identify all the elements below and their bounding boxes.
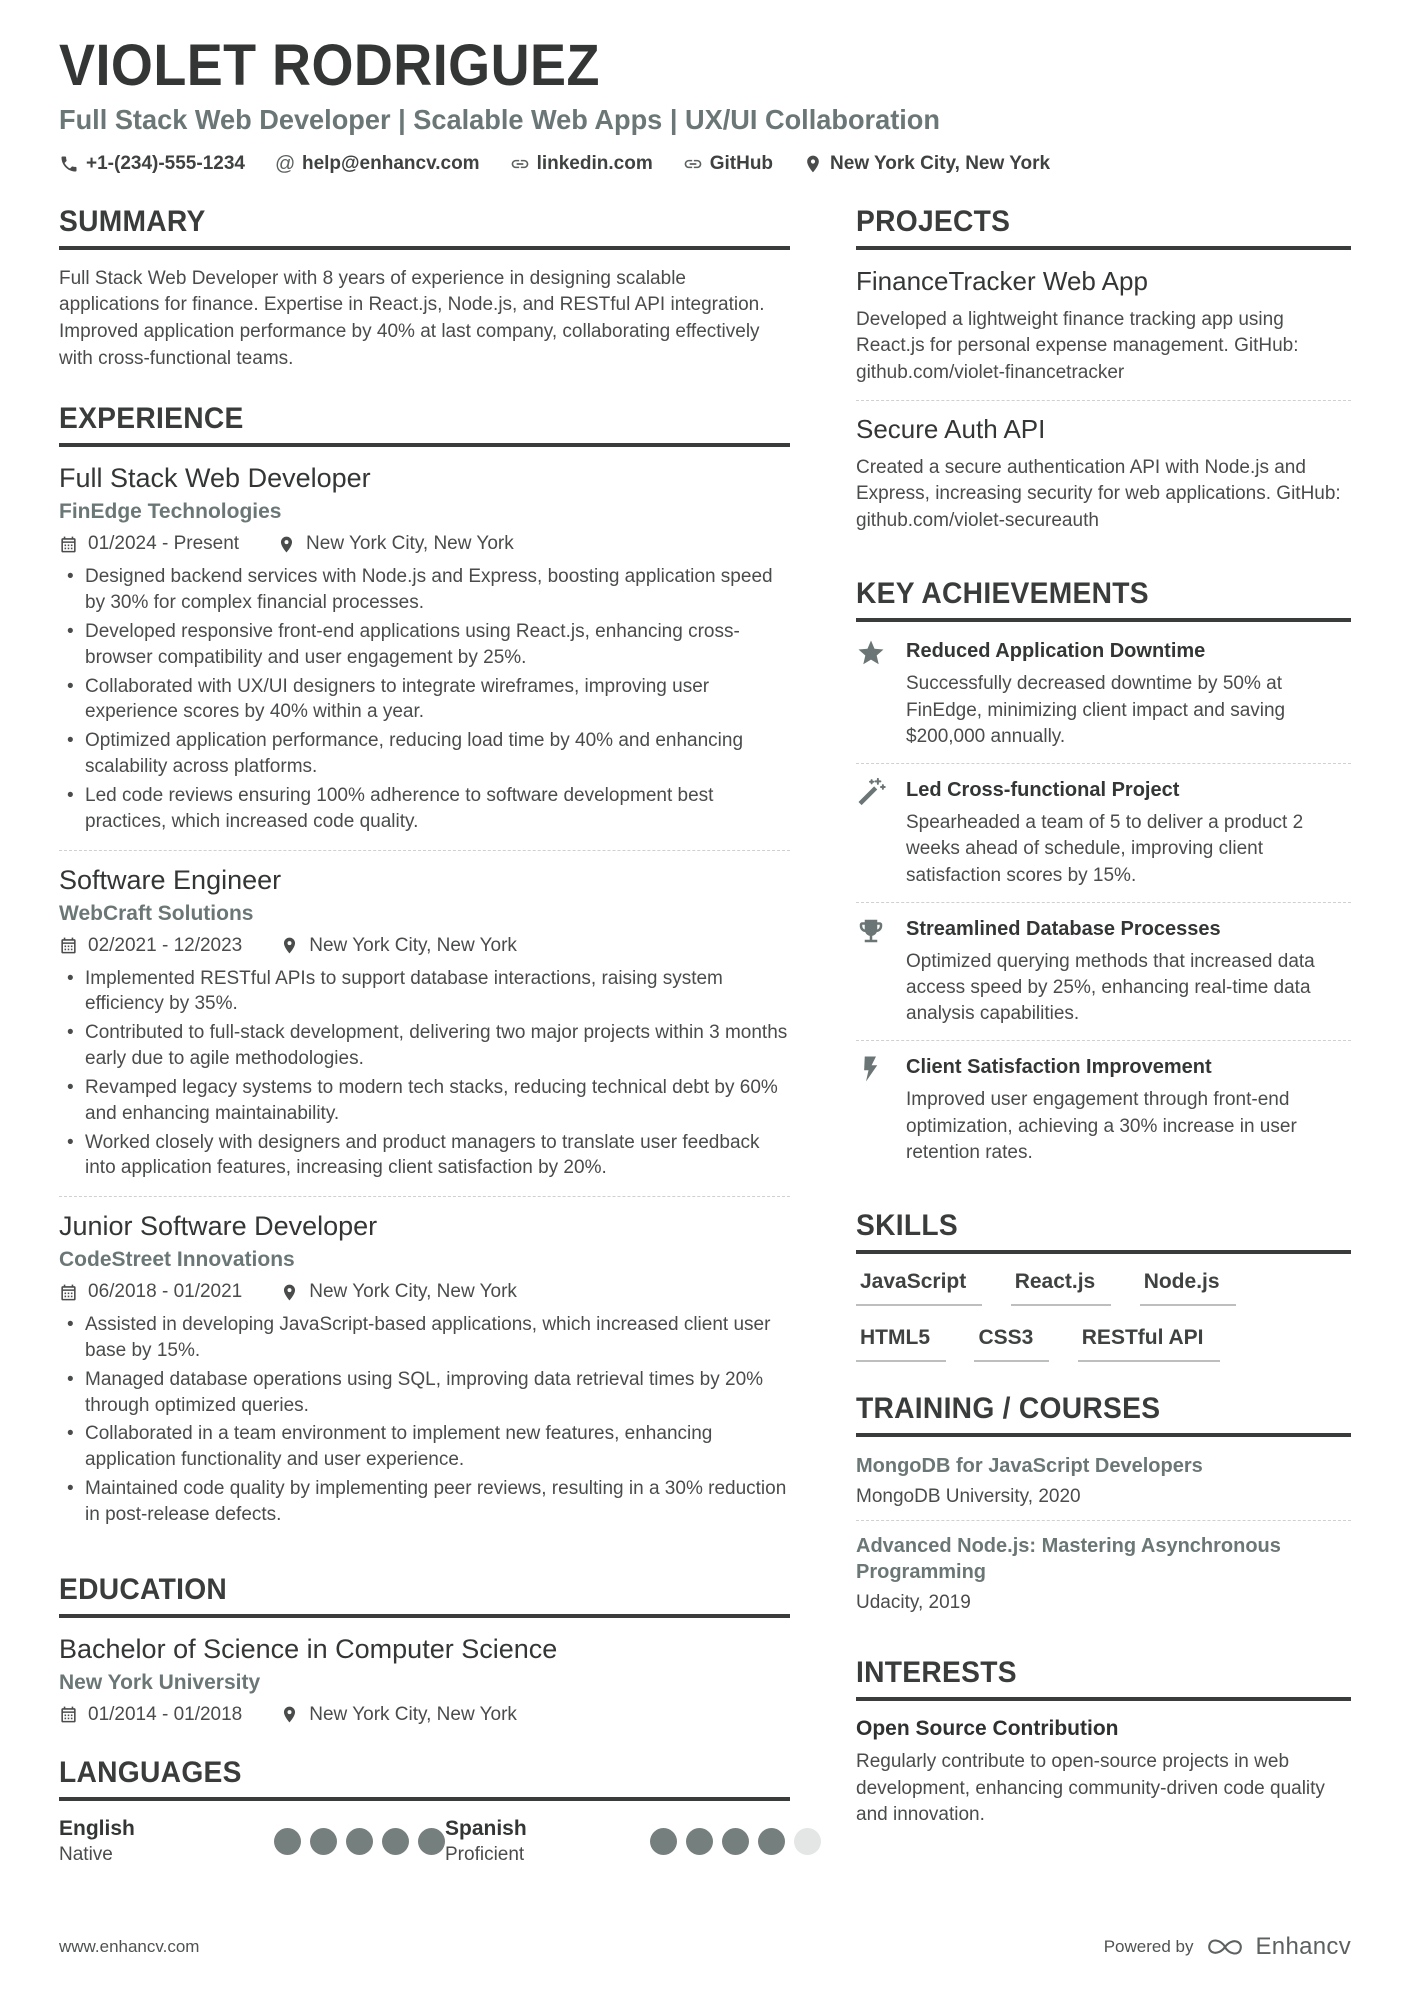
job-entry <box>59 1196 790 1543</box>
contact-phone[interactable] <box>59 153 245 175</box>
header <box>59 33 1351 175</box>
experience-section <box>59 402 790 1543</box>
contact-location <box>803 153 1050 175</box>
interest-entry <box>856 1717 1351 1829</box>
project-description: Created a secure authentication API with Node.js and Express, increasing security for web applications. GitHub: github.com/violet-secureauth <box>856 456 1341 531</box>
language-level: Proficient <box>445 1843 525 1865</box>
contact-email-text: help@enhancv.com <box>301 152 480 174</box>
job-title: Software Engineer <box>59 864 282 895</box>
job-company: CodeStreet Innovations <box>59 1248 295 1272</box>
achievement-description: Improved user engagement through front-end optimization, achieving a 30% increase in user retention rates. <box>906 1089 1297 1163</box>
course-entry <box>856 1453 1351 1520</box>
language-level: Native <box>59 1843 113 1865</box>
language-level-dot <box>310 1828 337 1855</box>
job-bullet: • Contributed to full-stack development, delivering two major projects within 3 months early due to agile methodologies. <box>59 1020 790 1072</box>
location-icon <box>277 535 296 554</box>
job-company: WebCraft Solutions <box>59 901 254 925</box>
column-gap <box>790 205 856 1896</box>
achievement-title: Led Cross-functional Project <box>906 779 1180 802</box>
phone-icon <box>59 154 79 174</box>
calendar-icon <box>59 535 78 554</box>
job-meta <box>59 533 790 555</box>
skill-tag: RESTful API <box>1078 1326 1220 1362</box>
calendar-icon <box>59 1283 78 1302</box>
contact-email[interactable] <box>275 153 480 175</box>
experience-heading: EXPERIENCE <box>59 402 790 447</box>
job-bullet: • Led code reviews ensuring 100% adherence to software development best practices, which increased code quality. <box>59 783 790 835</box>
job-title: Junior Software Developer <box>59 1211 378 1242</box>
job-location: New York City, New York <box>309 1281 517 1303</box>
job-meta <box>59 1281 790 1303</box>
language-entry <box>445 1817 821 1866</box>
achievement-entry <box>856 638 1351 763</box>
education-heading: EDUCATION <box>59 1573 790 1618</box>
trophy-icon <box>856 916 892 1028</box>
job-bullets <box>59 966 790 1182</box>
contact-linkedin[interactable] <box>510 153 653 175</box>
link-icon <box>510 154 530 174</box>
footer-site-link[interactable]: www.enhancv.com <box>59 1937 200 1956</box>
course-entry <box>856 1520 1351 1626</box>
skill-tag: Node.js <box>1140 1270 1236 1306</box>
skills-section <box>856 1209 1351 1362</box>
candidate-headline: Full Stack Web Developer | Scalable Web Apps | UX/UI Collaboration <box>59 103 941 135</box>
achievement-entry <box>856 902 1351 1041</box>
calendar-icon <box>59 1705 78 1724</box>
job-bullet: • Implemented RESTful APIs to support database interactions, raising system efficiency by 35%. <box>59 966 790 1018</box>
skill-tag: CSS3 <box>974 1326 1049 1362</box>
right-column <box>856 205 1351 1896</box>
key-achievements-section <box>856 577 1351 1179</box>
achievement-title: Streamlined Database Processes <box>906 917 1221 940</box>
star-icon <box>856 638 892 750</box>
languages-section <box>59 1756 790 1866</box>
language-level-dot <box>274 1828 301 1855</box>
job-title: Full Stack Web Developer <box>59 463 371 494</box>
skill-tag: HTML5 <box>856 1326 946 1362</box>
job-dates: 02/2021 - 12/2023 <box>88 934 243 956</box>
training-section <box>856 1392 1351 1626</box>
achievement-title: Reduced Application Downtime <box>906 640 1206 663</box>
skills-heading: SKILLS <box>856 1209 1351 1254</box>
language-level-dot <box>382 1828 409 1855</box>
projects-section <box>856 205 1351 548</box>
calendar-icon <box>59 936 78 955</box>
language-name: English <box>59 1816 135 1840</box>
contact-github[interactable] <box>683 153 773 175</box>
contact-linkedin-text: linkedin.com <box>536 152 653 174</box>
course-title: MongoDB for JavaScript Developers <box>856 1455 1203 1478</box>
language-level-dot <box>722 1828 749 1855</box>
summary-text: Full Stack Web Developer with 8 years of experience in designing scalable applications for finance. Expertise in React.js, Node.js, and RESTful API integration. Improved application performance by 40% at last company, collaborating effectively with cross-functional teams. <box>59 267 765 369</box>
course-title: Advanced Node.js: Mastering Asynchronous Programming <box>856 1535 1281 1584</box>
powered-by-label: Powered by <box>1103 1937 1194 1956</box>
achievement-description: Optimized querying methods that increased data access speed by 25%, enhancing real-time data analysis capabilities. <box>906 950 1315 1025</box>
job-entry <box>59 463 790 849</box>
interest-title: Open Source Contribution <box>856 1717 1119 1741</box>
job-bullets <box>59 1312 790 1528</box>
course-provider: Udacity, 2019 <box>856 1592 971 1614</box>
degree-title: Bachelor of Science in Computer Science <box>59 1633 558 1664</box>
job-bullet: • Optimized application performance, reducing load time by 40% and enhancing scalability across platforms. <box>59 728 790 780</box>
contact-github-text: GitHub <box>709 152 774 174</box>
contact-phone-text: +1-(234)-555-1234 <box>86 152 245 174</box>
education-dates: 01/2014 - 01/2018 <box>88 1703 243 1725</box>
summary-section <box>59 205 790 372</box>
education-meta <box>59 1704 790 1726</box>
projects-heading: PROJECTS <box>856 205 1351 250</box>
enhancv-brand-text[interactable]: Enhancv <box>1255 1933 1351 1960</box>
interest-description: Regularly contribute to open-source projects in web development, enhancing community-driven code quality and innovation. <box>856 1751 1325 1826</box>
achievement-title: Client Satisfaction Improvement <box>906 1056 1212 1079</box>
job-meta <box>59 935 790 957</box>
skills-row <box>856 1326 1351 1362</box>
job-bullet: • Collaborated with UX/UI designers to integrate wireframes, improving user experience scores by 40% within a year. <box>59 674 790 726</box>
education-section <box>59 1573 790 1726</box>
contact-row <box>59 153 1351 175</box>
achievement-description: Spearheaded a team of 5 to deliver a product 2 weeks ahead of schedule, improving client satisfaction scores by 15%. <box>906 812 1304 886</box>
project-title: Secure Auth API <box>856 413 1046 444</box>
summary-heading: SUMMARY <box>59 205 790 250</box>
achievement-entry <box>856 763 1351 902</box>
language-level-dot <box>650 1828 677 1855</box>
language-level-dot <box>686 1828 713 1855</box>
job-bullet: • Designed backend services with Node.js and Express, boosting application speed by 30% for complex financial processes. <box>59 564 790 616</box>
interests-heading: INTERESTS <box>856 1656 1351 1701</box>
left-column <box>59 205 790 1896</box>
job-bullet: • Collaborated in a team environment to implement new features, enhancing application functionality and user experience. <box>59 1421 790 1473</box>
enhancv-logo-icon[interactable] <box>1204 1934 1246 1960</box>
training-heading: TRAINING / COURSES <box>856 1392 1351 1437</box>
language-level-dot <box>418 1828 445 1855</box>
language-name: Spanish <box>445 1816 527 1840</box>
job-bullet: • Developed responsive front-end applications using React.js, enhancing cross-browser compatibility and user engagement by 25%. <box>59 619 790 671</box>
footer <box>59 1933 1351 1961</box>
location-icon <box>803 154 823 174</box>
job-bullets <box>59 564 790 834</box>
school-name: New York University <box>59 1670 261 1694</box>
link-icon <box>683 154 703 174</box>
language-entry <box>59 1817 445 1866</box>
job-bullet: • Managed database operations using SQL, improving data retrieval times by 20% through optimized queries. <box>59 1367 790 1419</box>
job-dates: 01/2024 - Present <box>88 533 240 555</box>
job-location: New York City, New York <box>306 533 514 555</box>
candidate-name: VIOLET RODRIGUEZ <box>59 33 600 98</box>
project-description: Developed a lightweight finance tracking app using React.js for personal expense management. GitHub: github.com/violet-financetracker <box>856 308 1299 384</box>
education-location: New York City, New York <box>309 1703 517 1725</box>
language-level-dot <box>758 1828 785 1855</box>
job-entry <box>59 850 790 1197</box>
language-level-dot <box>346 1828 373 1855</box>
language-level-dots <box>274 1828 445 1855</box>
job-location: New York City, New York <box>309 934 517 956</box>
achievement-description: Successfully decreased downtime by 50% at FinEdge, minimizing client impact and saving $200,000 annually. <box>906 673 1286 747</box>
skills-row <box>856 1270 1351 1306</box>
lightning-bolt-icon <box>856 1054 892 1166</box>
job-company: FinEdge Technologies <box>59 500 282 524</box>
location-icon <box>280 936 299 955</box>
languages-row <box>59 1817 790 1866</box>
skill-tag: React.js <box>1011 1270 1112 1306</box>
project-title: FinanceTracker Web App <box>856 265 1148 296</box>
contact-location-text: New York City, New York <box>830 152 1051 174</box>
course-provider: MongoDB University, 2020 <box>856 1486 1081 1508</box>
job-dates: 06/2018 - 01/2021 <box>88 1281 243 1303</box>
magic-wand-icon <box>856 777 892 889</box>
location-icon <box>280 1283 299 1302</box>
location-icon <box>280 1705 299 1724</box>
job-bullet: • Revamped legacy systems to modern tech stacks, reducing technical debt by 60% and enhancing maintainability. <box>59 1075 790 1127</box>
achievement-entry <box>856 1040 1351 1179</box>
job-bullet: • Assisted in developing JavaScript-based applications, which increased client user base by 15%. <box>59 1312 790 1364</box>
languages-heading: LANGUAGES <box>59 1756 790 1801</box>
key-achievements-heading: KEY ACHIEVEMENTS <box>856 577 1351 622</box>
skill-tag: JavaScript <box>856 1270 982 1306</box>
interests-section <box>856 1656 1351 1829</box>
project-entry <box>856 266 1351 400</box>
job-bullet: • Maintained code quality by implementing peer reviews, resulting in a 30% reduction in post-release defects. <box>59 1476 790 1528</box>
at-icon: @ <box>274 152 296 175</box>
job-bullet: • Worked closely with designers and product managers to translate user feedback into application features, increasing client satisfaction by 20%. <box>59 1130 790 1182</box>
project-entry <box>856 400 1351 548</box>
